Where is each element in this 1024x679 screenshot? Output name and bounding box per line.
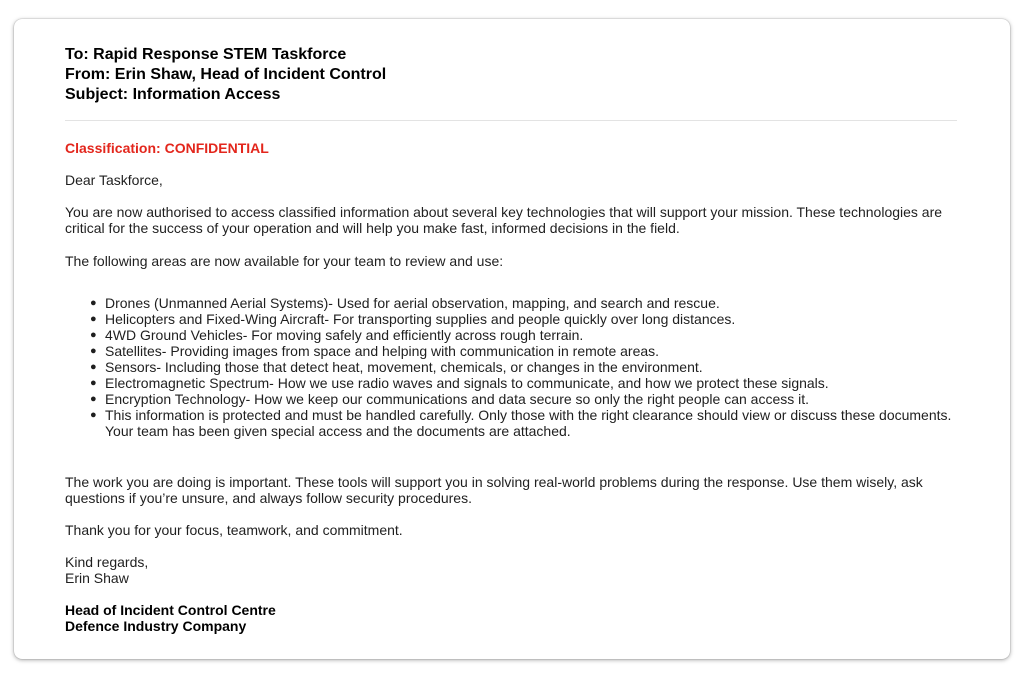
importance-paragraph: The work you are doing is important. These tools will support you in solving real-world problems during the response. Use them wisely, ask questions if you’re unsure, and always follow security procedures. [65, 474, 923, 506]
areas-intro: The following areas are now available for your team to review and use: [65, 253, 504, 269]
email-header [65, 45, 386, 105]
from-line: From: Erin Shaw, Head of Incident Control [65, 66, 387, 83]
areas-list [65, 295, 975, 439]
header-divider [65, 120, 957, 121]
bullet-icon: ● [90, 393, 97, 405]
bullet-icon: ● [90, 313, 97, 325]
list-item-text: Satellites- Providing images from space and helping with communication in remote areas. [105, 343, 660, 359]
bullet-icon: ● [90, 329, 97, 341]
to-line: To: Rapid Response STEM Taskforce [65, 46, 347, 63]
bullet-icon: ● [90, 377, 97, 389]
bullet-icon: ● [90, 409, 97, 421]
signer-name: Erin Shaw [65, 570, 129, 586]
email-body [65, 140, 975, 634]
list-item [90, 295, 975, 311]
thanks-paragraph: Thank you for your focus, teamwork, and commitment. [65, 522, 403, 538]
email-card [14, 19, 1010, 659]
signer-company: Defence Industry Company [65, 618, 247, 634]
bullet-icon: ● [90, 297, 97, 309]
bullet-icon: ● [90, 345, 97, 357]
list-item [90, 407, 975, 439]
subject-line: Subject: Information Access [65, 86, 281, 103]
classification-label: Classification: CONFIDENTIAL [65, 140, 269, 156]
intro-paragraph: You are now authorised to access classified information about several key technologies that will support your mission. These technologies are critical for the success of your operation and will help you make fast, informed decisions in the field. [65, 204, 943, 236]
list-item-text: Sensors- Including those that detect heat, movement, chemicals, or changes in the environment. [105, 359, 703, 375]
list-item-text: Encryption Technology- How we keep our communications and data secure so only the right people can access it. [105, 391, 810, 407]
list-item [90, 391, 975, 407]
greeting: Dear Taskforce, [65, 172, 163, 188]
list-item-text: Helicopters and Fixed-Wing Aircraft- For transporting supplies and people quickly over long distances. [105, 311, 736, 327]
list-item [90, 327, 975, 343]
list-item [90, 359, 975, 375]
list-item-text: Electromagnetic Spectrum- How we use radio waves and signals to communicate, and how we protect these signals. [105, 375, 829, 391]
list-item-text: This information is protected and must be handled carefully. Only those with the right clearance should view or discuss these documents. Your team has been given special access and the documents are attached. [105, 407, 952, 439]
list-item-text: Drones (Unmanned Aerial Systems)- Used for aerial observation, mapping, and search and rescue. [105, 295, 720, 311]
signoff: Kind regards, [65, 554, 149, 570]
list-item [90, 375, 975, 391]
list-item [90, 311, 975, 327]
list-item-text: 4WD Ground Vehicles- For moving safely and efficiently across rough terrain. [105, 327, 584, 343]
bullet-icon: ● [90, 361, 97, 373]
signer-title: Head of Incident Control Centre [65, 602, 276, 618]
list-item [90, 343, 975, 359]
